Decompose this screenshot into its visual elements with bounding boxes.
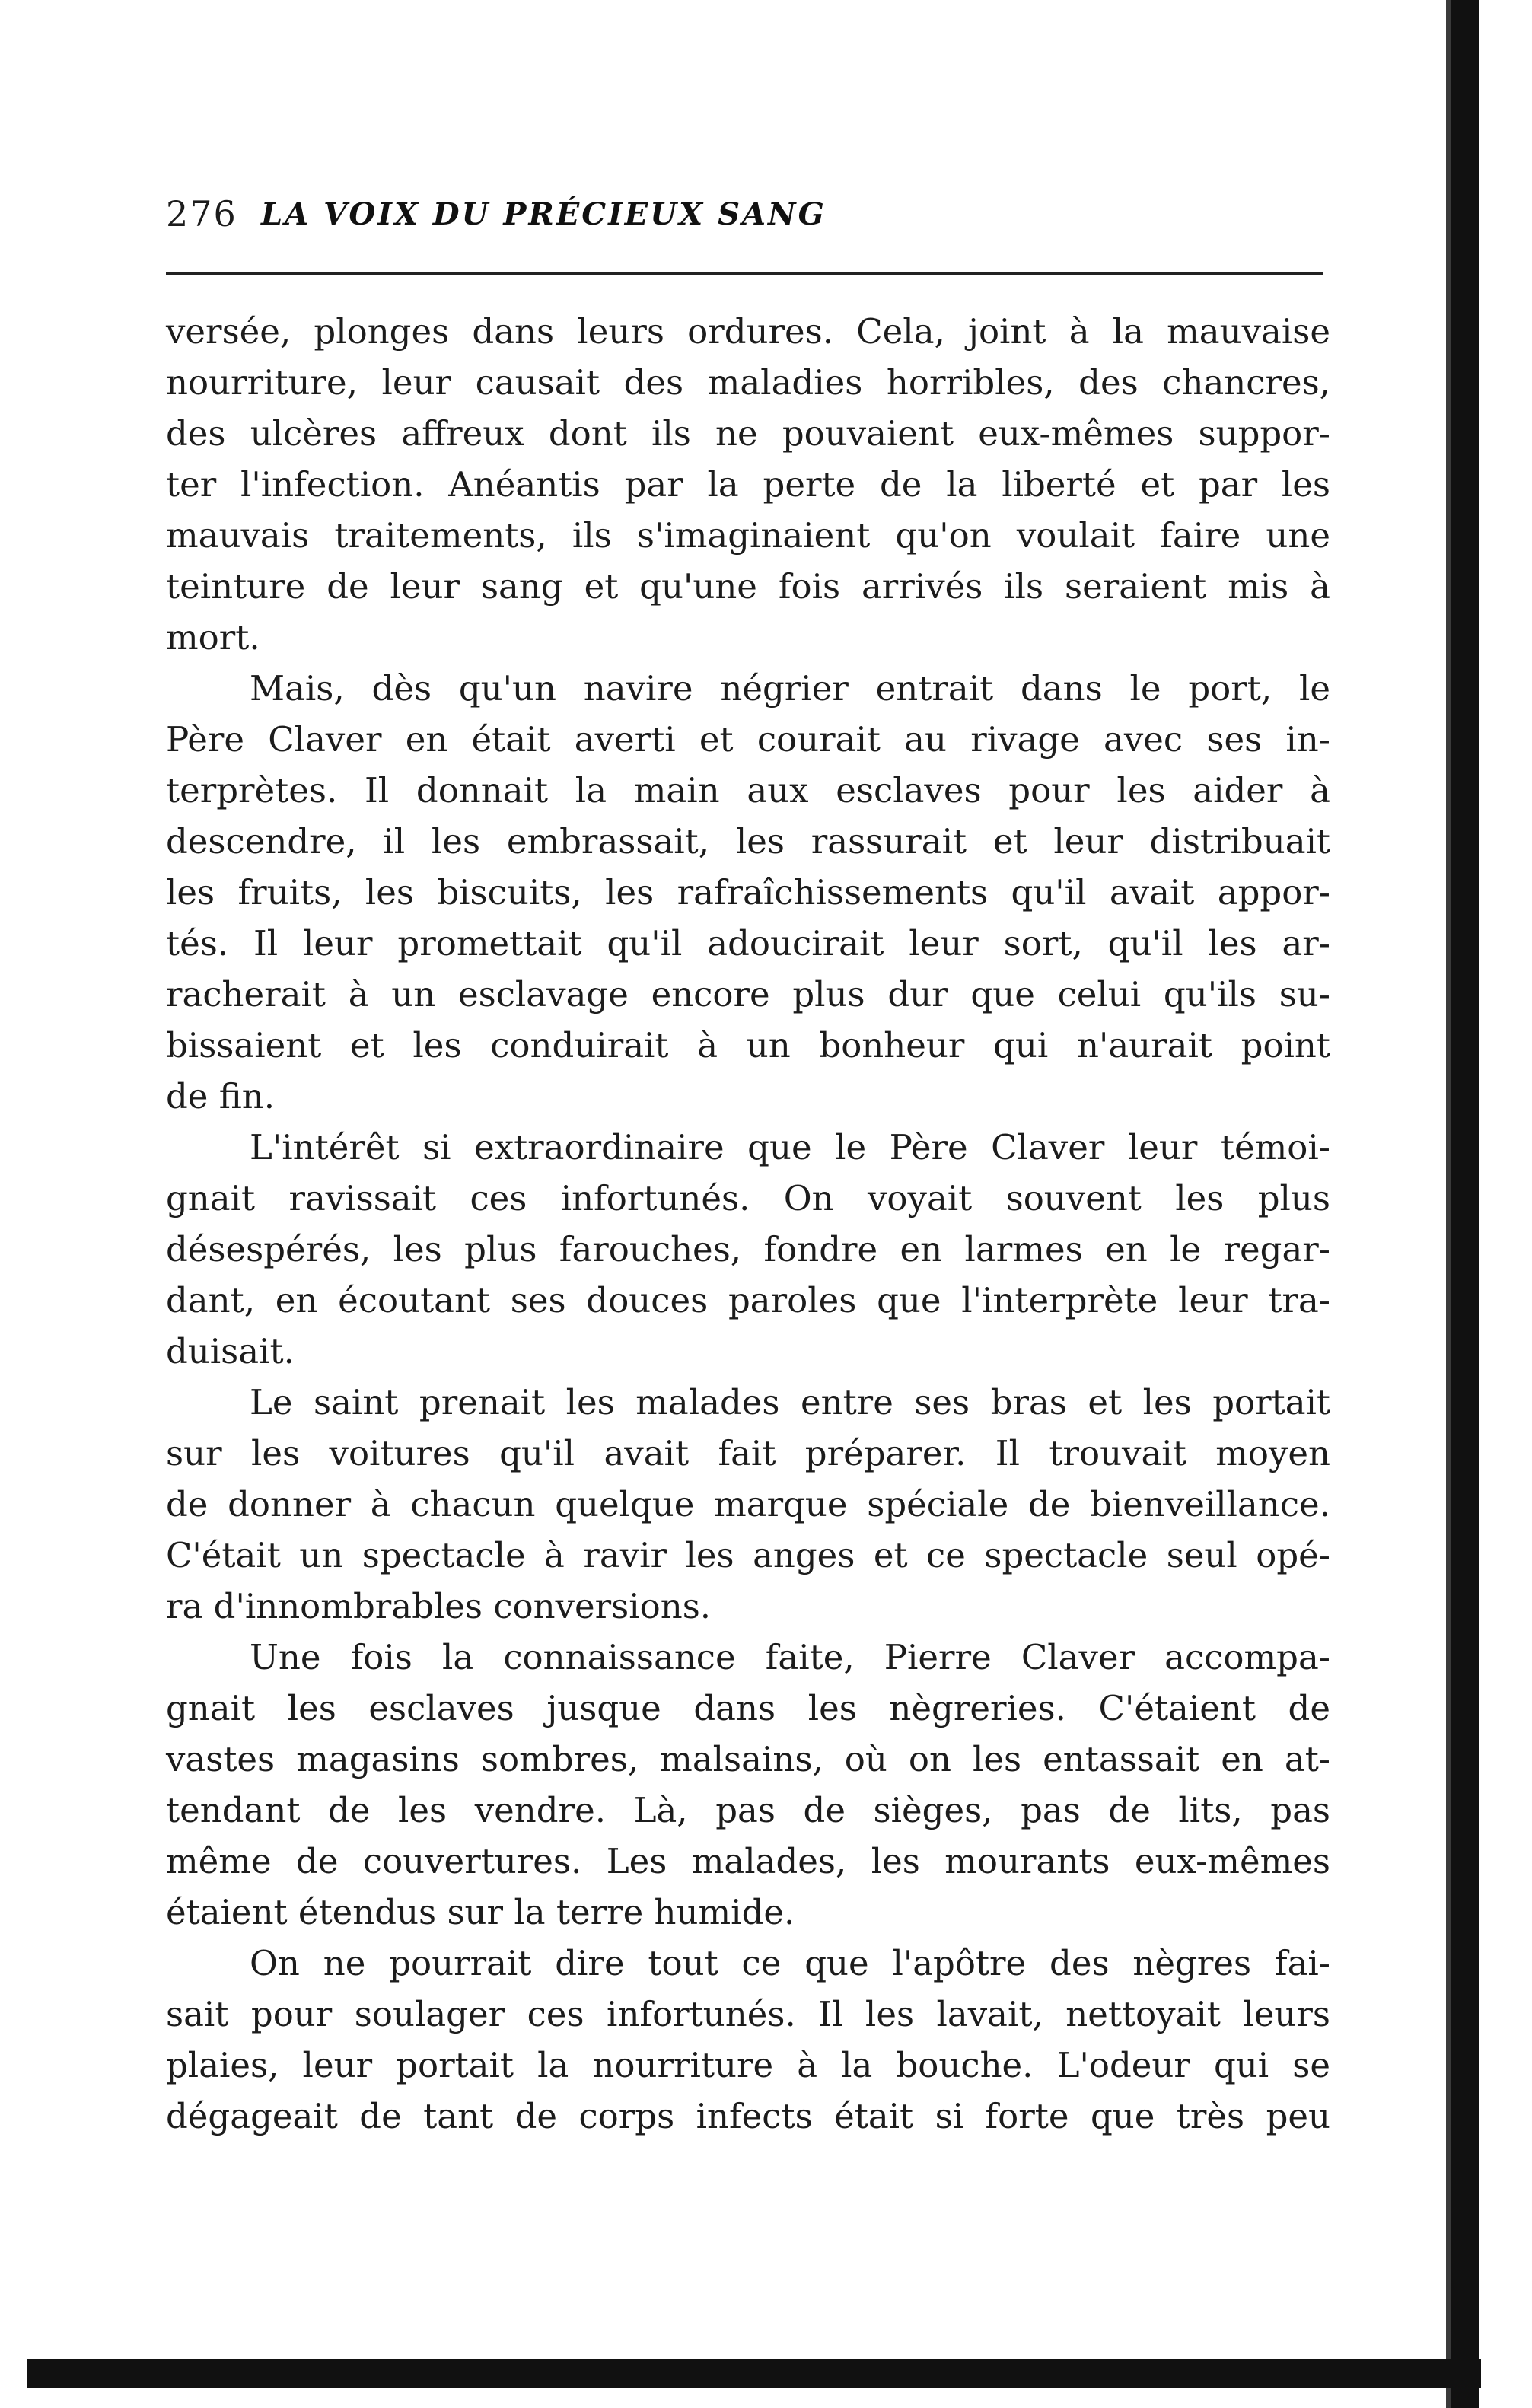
text-line: gnait les esclaves jusque dans les nègreries. C'étaient de xyxy=(166,1688,1330,1728)
text-line: bissaient et les conduirait à un bonheur qui n'aurait point xyxy=(166,1025,1330,1065)
text-line: tendant de les vendre. Là, pas de sièges, pas de lits, pas xyxy=(166,1790,1330,1830)
text-line: Mais, dès qu'un navire négrier entrait dans le port, le xyxy=(250,668,1330,709)
page-edge-bottom xyxy=(27,2359,1481,2388)
text-line: de donner à chacun quelque marque spéciale de bienveillance. xyxy=(166,1484,1330,1524)
text-line: Père Claver en était averti et courait au rivage avec ses in- xyxy=(166,719,1330,760)
page-edge-right xyxy=(1451,0,1479,2408)
text-line: mauvais traitements, ils s'imaginaient qu'on voulait faire une xyxy=(166,515,1330,556)
text-line: de fin. xyxy=(166,1076,276,1116)
text-line: tés. Il leur promettait qu'il adoucirait leur sort, qu'il les ar- xyxy=(166,923,1330,964)
text-line: dant, en écoutant ses douces paroles que l'interprète leur tra- xyxy=(166,1280,1330,1320)
text-line: ter l'infection. Anéantis par la perte de la liberté et par les xyxy=(166,464,1330,505)
running-head: LA VOIX DU PRÉCIEUX SANG xyxy=(261,196,827,232)
header-rule xyxy=(166,272,1323,275)
text-line: C'était un spectacle à ravir les anges et ce spectacle seul opé- xyxy=(166,1535,1330,1575)
text-line: terprètes. Il donnait la main aux esclaves pour les aider à xyxy=(166,770,1330,811)
text-line: désespérés, les plus farouches, fondre en larmes en le regar- xyxy=(166,1229,1330,1269)
text-line: racherait à un esclavage encore plus dur que celui qu'ils su- xyxy=(166,974,1330,1014)
text-line: versée, plonges dans leurs ordures. Cela, joint à la mauvaise xyxy=(166,311,1330,352)
text-line: étaient étendus sur la terre humide. xyxy=(166,1892,795,1932)
text-line: mort. xyxy=(166,617,260,658)
text-line: Le saint prenait les malades entre ses bras et les portait xyxy=(250,1382,1330,1422)
text-line: Une fois la connaissance faite, Pierre Claver accompa- xyxy=(250,1637,1330,1677)
text-line: sait pour soulager ces infortunés. Il les lavait, nettoyait leurs xyxy=(166,1994,1330,2034)
text-line: descendre, il les embrassait, les rassurait et leur distribuait xyxy=(166,821,1330,862)
page-header xyxy=(166,193,1330,257)
text-line: sur les voitures qu'il avait fait préparer. Il trouvait moyen xyxy=(166,1433,1330,1473)
text-line: les fruits, les biscuits, les rafraîchissements qu'il avait appor- xyxy=(166,872,1330,913)
page-number: 276 xyxy=(166,193,237,234)
text-line: L'intérêt si extraordinaire que le Père Claver leur témoi- xyxy=(250,1127,1330,1167)
text-line: duisait. xyxy=(166,1331,295,1371)
text-line: vastes magasins sombres, malsains, où on les entassait en at- xyxy=(166,1739,1330,1779)
text-line: ra d'innombrables conversions. xyxy=(166,1586,712,1626)
text-line: On ne pourrait dire tout ce que l'apôtre des nègres fai- xyxy=(250,1943,1330,1983)
text-line: gnait ravissait ces infortunés. On voyait souvent les plus xyxy=(166,1178,1330,1218)
body-text xyxy=(166,306,1330,2142)
text-line: plaies, leur portait la nourriture à la bouche. L'odeur qui se xyxy=(166,2045,1330,2085)
text-line: dégageait de tant de corps infects était si forte que très peu xyxy=(166,2096,1330,2136)
text-line: teinture de leur sang et qu'une fois arrivés ils seraient mis à xyxy=(166,566,1330,607)
text-line: même de couvertures. Les malades, les mourants eux-mêmes xyxy=(166,1841,1330,1881)
text-line: des ulcères affreux dont ils ne pouvaient eux-mêmes suppor- xyxy=(166,413,1330,454)
text-line: nourriture, leur causait des maladies horribles, des chancres, xyxy=(166,362,1330,403)
